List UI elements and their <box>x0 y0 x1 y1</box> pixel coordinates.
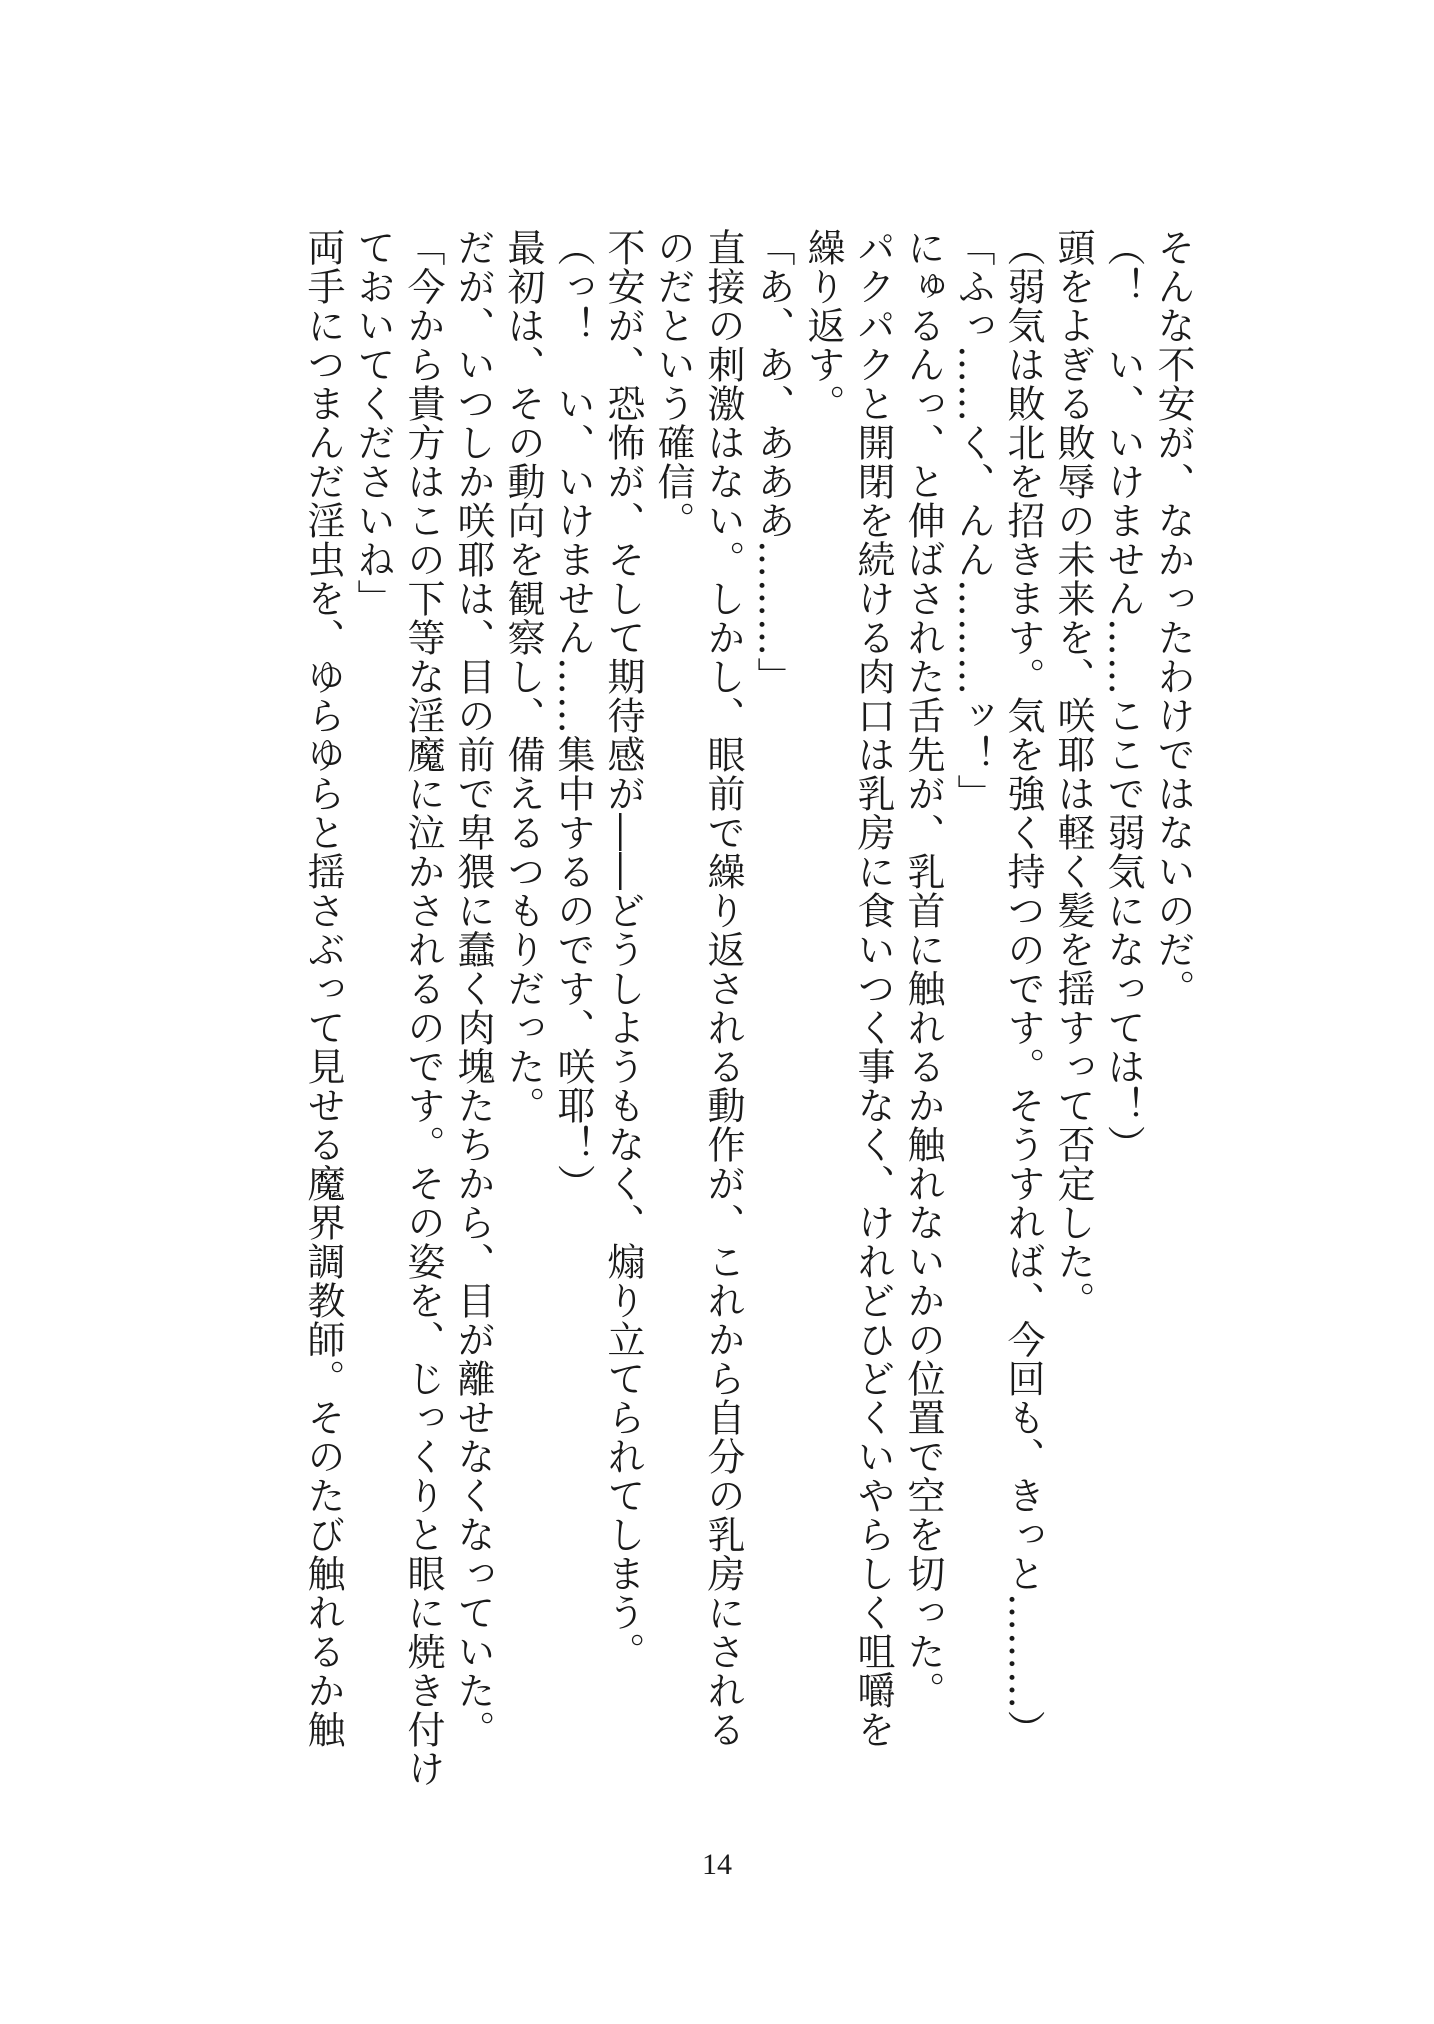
text-line-12: 不安が、恐怖が、そして期待感が――どうしようもなく、煽り立てられてしまう。 <box>601 228 645 1671</box>
text-line-17: ておいてくださいね」 <box>351 228 395 618</box>
text-line-6: にゅるんっ、と伸ばされた舌先が、乳首に触れるか触れないかの位置で空を切った。 <box>901 228 945 1710</box>
text-line-15: だが、いつしか咲耶は、目の前で卑猥に蠢く肉塊たちから、目が離せなくなっていた。 <box>451 228 495 1749</box>
text-line-7: パクパクと開閉を続ける肉口は乳房に食いつく事なく、けれどひどくいやらしく咀嚼を <box>851 228 895 1749</box>
text-line-5: 「ふっ……く、んん………ッ！」 <box>951 228 995 813</box>
page-number: 14 <box>702 1848 732 1881</box>
text-line-2: （！ い、いけません……ここで弱気になっては！） <box>1101 228 1145 1164</box>
vertical-text-body <box>198 228 1198 1788</box>
text-line-4: （弱気は敗北を招きます。気を強く持つのです。そうすれば、今回も、きっと………） <box>1001 228 1045 1749</box>
text-line-8: 繰り返す。 <box>801 228 845 423</box>
text-line-1: そんな不安が、なかったわけではないのだ。 <box>1151 228 1195 1008</box>
text-line-9: 「あ、あ、あああ………」 <box>751 228 795 696</box>
text-line-11: のだという確信。 <box>651 228 695 540</box>
text-line-16: 「今から貴方はこの下等な淫魔に泣かされるのです。その姿を、じっくりと眼に焼き付け <box>401 228 445 1788</box>
text-line-18: 両手につまんだ淫虫を、ゆらゆらと揺さぶって見せる魔界調教師。そのたび触れるか触 <box>301 228 345 1749</box>
text-line-13: （っ！ い、いけません……集中するのです、咲耶！） <box>551 228 595 1203</box>
text-line-14: 最初は、その動向を観察し、備えるつもりだった。 <box>501 228 545 1125</box>
text-line-3: 頭をよぎる敗辱の未来を、咲耶は軽く髪を揺すって否定した。 <box>1051 228 1095 1320</box>
text-line-10: 直接の刺激はない。しかし、眼前で繰り返される動作が、これから自分の乳房にされる <box>701 228 745 1749</box>
